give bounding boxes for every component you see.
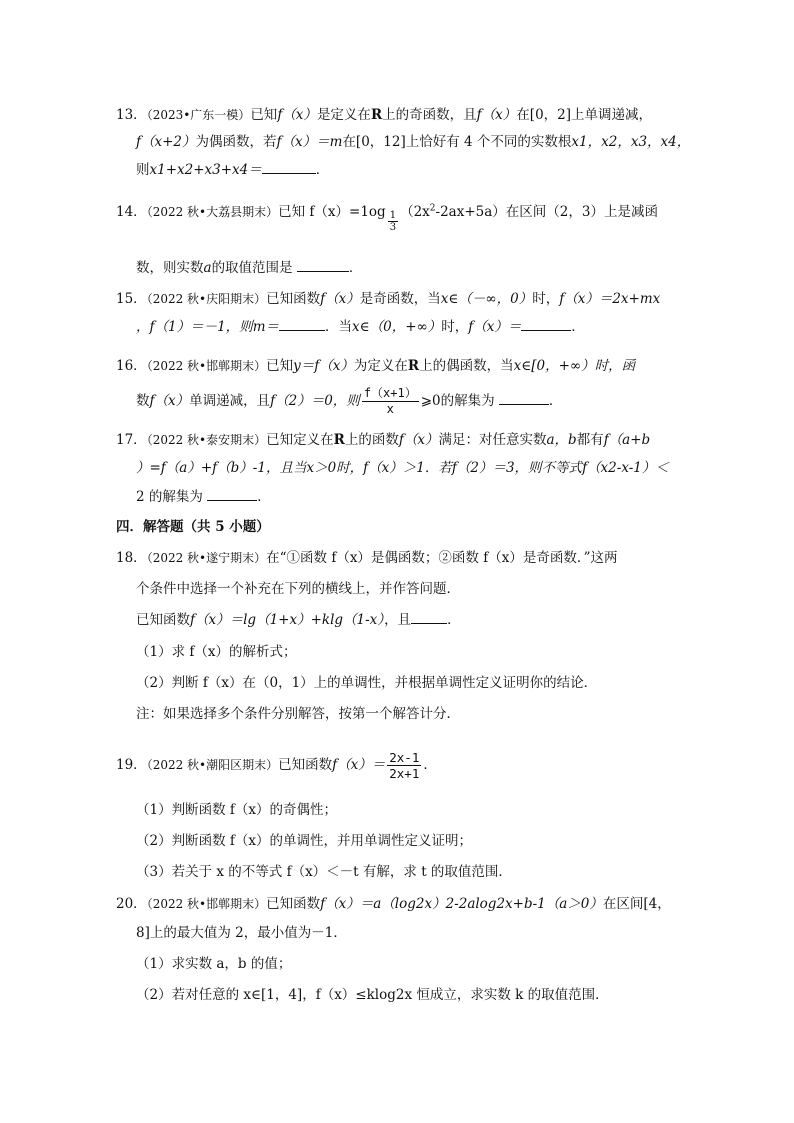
problem-15-line-2: ，f（1）＝－1，则m＝ ．当x∈（0，+∞）时，f（x）＝ ． bbox=[136, 319, 585, 335]
answer-blank[interactable] bbox=[207, 488, 257, 501]
problem-13-line-3: 则x1+x2+x3+x4＝ ． bbox=[136, 162, 330, 178]
function-fraction: $\frac{2x-1}{2x+1}$ bbox=[389, 750, 420, 781]
problem-source: （2022 秋•邯郸期末） bbox=[146, 359, 267, 373]
problem-20-q1: （1）求实数 a，b 的值； bbox=[136, 956, 292, 972]
problem-15-line-1: 15．（2022 秋•庆阳期末）已知函数f（x）是奇函数，当x∈（－∞，0）时，f（x）＝2x+mx bbox=[116, 291, 661, 307]
inequality-fraction: $\frac{f(x+1)}{x}$ bbox=[363, 386, 417, 416]
problem-number: 13． bbox=[116, 107, 147, 123]
answer-blank[interactable] bbox=[521, 318, 571, 331]
problem-number: 20． bbox=[116, 896, 147, 912]
problem-14-line-2: 数，则实数a的取值范围是 ． bbox=[136, 260, 363, 276]
problem-17-line-3: 2 的解集为 ． bbox=[136, 489, 271, 505]
answer-blank[interactable] bbox=[411, 611, 447, 624]
problem-source: （2022 秋•泰安期末） bbox=[146, 433, 267, 447]
answer-blank[interactable] bbox=[297, 259, 349, 272]
section-heading: 四．解答题（共 5 小题） bbox=[116, 519, 270, 535]
problem-13-line-1: 13．（2023•广东一模）已知f（x）是定义在R上的奇函数，且f（x）在[0，2]上单调递减， bbox=[116, 107, 653, 123]
problem-16-line-1: 16．（2022 秋•邯郸期末）已知y＝f（x）为定义在R上的偶函数，当x∈[0，+∞）时，函 bbox=[116, 358, 636, 374]
problem-14-line-1: 14．（2022 秋•大荔县期末）已知 f（x）=1og $\frac{1}{3}$ $(2x^2-2ax+5a)$在区间（2，3）上是减函 bbox=[116, 203, 658, 233]
log-base-fraction: $\frac{1}{3}$ bbox=[389, 210, 397, 233]
problem-13-line-2: f（x+2）为偶函数，若f（x）＝m在[0，12]上恰好有 4 个不同的实数根x1，x2，x3，x4， bbox=[136, 134, 691, 150]
problem-source: （2022 秋•潮阳区期末） bbox=[146, 758, 279, 772]
problem-19-q3: （3）若关于 x 的不等式 f（x）＜－t 有解，求 t 的取值范围． bbox=[136, 864, 512, 880]
problem-20-line-2: 8]上的最大值为 2，最小值为－1． bbox=[136, 925, 347, 941]
answer-blank[interactable] bbox=[499, 392, 549, 405]
problem-number: 16． bbox=[116, 358, 147, 374]
problem-18-line-3: 已知函数f（x）＝lg（1+x）+klg（1-x），且 ． bbox=[136, 612, 461, 628]
problem-18-q1: （1）求 f（x）的解析式； bbox=[136, 644, 297, 660]
problem-18-line-2: 个条件中选择一个补充在下列的横线上，并作答问题． bbox=[136, 581, 460, 597]
answer-blank[interactable] bbox=[262, 161, 316, 174]
problem-source: （2022 秋•邯郸期末） bbox=[146, 897, 267, 911]
problem-number: 15． bbox=[116, 291, 147, 307]
problem-18-line-1: 18．（2022 秋•遂宁期末）在“①函数 f（x）是偶函数；②函数 f（x）是奇函数．”这两 bbox=[116, 550, 618, 566]
problem-source: （2022 秋•大荔县期末） bbox=[146, 205, 279, 219]
problem-20-q2: （2）若对任意的 x∈[1，4]，f（x）≤klog2x 恒成立，求实数 k 的取值范围． bbox=[136, 987, 609, 1003]
problem-18-q2: （2）判断 f（x）在（0，1）上的单调性，并根据单调性定义证明你的结论． bbox=[136, 675, 598, 691]
problem-source: （2022 秋•遂宁期末） bbox=[146, 551, 267, 565]
problem-16-line-2: 数f（x）单调递减，且f（2）＝0，则 $\frac{f(x+1)}{x}$ ⩾0的解集为 ． bbox=[136, 386, 563, 416]
problem-19-q1: （1）判断函数 f（x）的奇偶性； bbox=[136, 802, 337, 818]
problem-source: （2022 秋•庆阳期末） bbox=[146, 292, 267, 306]
problem-19-line-1: 19．（2022 秋•潮阳区期末）已知函数f（x）＝ $\frac{2x-1}{2x+1}$ ． bbox=[116, 750, 437, 781]
problem-source: （2023•广东一模） bbox=[146, 108, 251, 122]
problem-19-q2: （2）判断函数 f（x）的单调性，并用单调性定义证明； bbox=[136, 833, 472, 849]
problem-17-line-2: ）=f（a）+f（b）-1，且当x＞0时，f（x）＞1．若f（2）＝3，则不等式f（x2-x-1）＜ bbox=[136, 460, 669, 476]
problem-number: 18． bbox=[116, 550, 147, 566]
answer-blank[interactable] bbox=[279, 318, 325, 331]
problem-number: 19． bbox=[116, 757, 147, 773]
problem-17-line-1: 17．（2022 秋•泰安期末）已知定义在R上的函数f（x）满足：对任意实数a，b都有f（a+b bbox=[116, 432, 651, 448]
problem-number: 14． bbox=[116, 204, 147, 220]
problem-number: 17． bbox=[116, 432, 147, 448]
problem-18-note: 注：如果选择多个条件分别解答，按第一个解答计分． bbox=[136, 706, 460, 722]
problem-20-line-1: 20．（2022 秋•邯郸期末）已知函数f（x）＝a（log2x）2-2alog2x+b-1（a＞0）在区间[4， bbox=[116, 896, 671, 912]
